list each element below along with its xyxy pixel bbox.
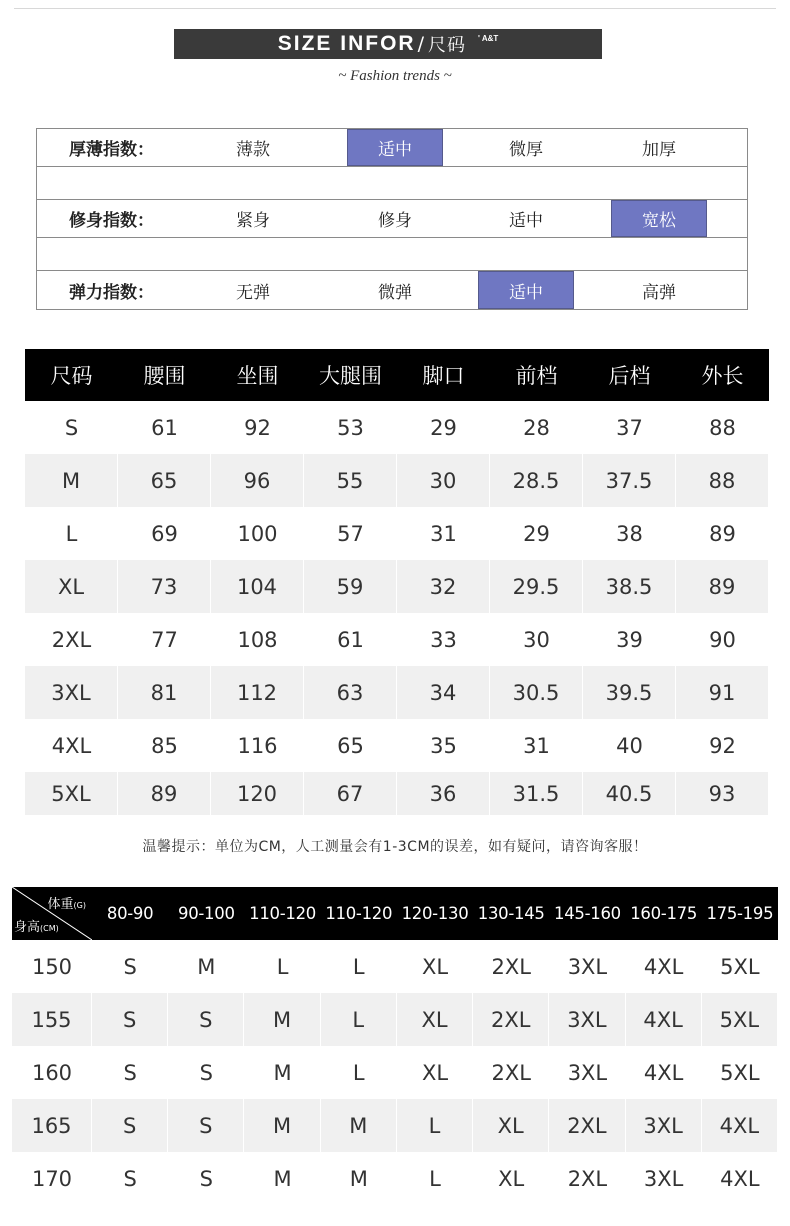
size-chart-row [25,666,769,719]
recommended-size-cell: 2XL [567,1166,608,1191]
size-chart-header-cell: 前档 [515,364,558,388]
size-chart-cell: 39.5 [583,666,676,719]
size-chart-cell: 31.5 [490,772,583,815]
height-unit: (CM) [40,924,59,933]
weight-range-header: 175-195 [706,904,774,923]
height-value: 150 [31,954,73,979]
size-chart-cell: 61 [337,627,364,652]
size-chart-cell: 4XL [51,733,92,758]
size-chart-cell: 90 [709,627,736,652]
size-chart-cell: 28 [523,415,550,440]
size-chart-cell: 35 [430,733,457,758]
size-chart-cell: 88 [709,415,736,440]
size-chart-cell: 30 [397,454,490,507]
size-chart-cell: 112 [211,666,304,719]
size-chart-cell: 30 [523,627,550,652]
size-chart-header-cell: 外长 [701,364,744,388]
size-chart-cell: 67 [304,772,397,815]
weight-range-header: 110-120 [325,904,393,923]
recommended-size-cell: S [123,1060,137,1085]
recommended-size-cell: XL [473,1099,549,1152]
size-chart-cell: 65 [118,454,211,507]
height-label: 身高 [14,920,41,935]
recommended-size-cell: S [123,1166,137,1191]
recommended-size-cell: XL [397,993,473,1046]
size-chart-row [25,613,769,666]
size-chart-cell: 61 [151,415,178,440]
banner-title: SIZE INFOR [277,32,416,55]
recommended-size-cell: 2XL [491,1060,531,1085]
recommended-size-cell: L [352,1060,365,1085]
recommended-size-cell: 5XL [720,954,760,979]
size-chart-table [25,349,769,815]
recommended-size-cell: L [276,954,289,979]
size-chart-cell: 59 [304,560,397,613]
recommended-size-cell: L [352,954,365,979]
size-chart-row [25,401,769,454]
size-chart-cell: 77 [151,627,178,652]
size-chart-cell: 31 [523,733,550,758]
recommended-size-cell: S [92,1099,168,1152]
recommended-size-cell: 4XL [643,1060,684,1085]
recommended-size-cell: 4XL [702,1099,778,1152]
index-option-selected: 适中 [478,271,574,309]
index-option: 无弹 [236,282,270,303]
size-chart-cell: 38 [616,521,643,546]
recommended-size-cell: L [429,1166,441,1191]
banner-title-cn: 尺码 [427,35,466,56]
size-chart-cell: 29 [523,521,550,546]
size-chart-cell: 29 [430,415,457,440]
size-chart-cell: 32 [397,560,490,613]
weight-label: 体重 [47,897,74,912]
size-chart-cell: 96 [211,454,304,507]
size-chart-cell: M [25,454,118,507]
size-chart-cell: 33 [430,627,457,652]
size-chart-cell: 85 [151,733,178,758]
size-chart-cell: 29.5 [490,560,583,613]
height-value: 160 [31,1060,73,1085]
weight-range-header: 80-90 [106,904,154,923]
height-weight-row [12,993,778,1046]
size-chart-cell: 93 [676,772,769,815]
recommended-size-cell: XL [421,954,449,979]
size-chart-row [25,507,769,560]
index-option: 薄款 [236,140,270,160]
height-axis-label [14,916,59,935]
size-chart-header-cell: 大腿围 [319,364,382,388]
height-weight-body [12,940,778,1205]
height-weight-header [12,887,778,940]
recommended-size-cell: 5XL [702,993,778,1046]
size-chart-cell: 116 [237,733,278,758]
index-spacer [37,166,747,200]
recommended-size-cell: L [397,1099,473,1152]
size-chart-cell: 69 [151,521,178,546]
title-banner [174,29,602,59]
index-option: 微弹 [378,282,412,303]
weight-range-header: 90-100 [178,904,235,923]
index-option: 修身 [378,211,412,231]
size-chart-cell: 65 [337,733,364,758]
size-chart-cell: XL [25,560,118,613]
height-weight-row [12,1152,778,1205]
size-chart-cell: 37 [616,415,643,440]
recommended-size-cell: XL [498,1166,525,1191]
recommended-size-cell: 3XL [626,1099,702,1152]
size-chart-row [25,560,769,613]
size-chart-cell: 100 [237,521,278,546]
size-chart-cell: L [65,521,78,546]
weight-range-header: 120-130 [401,904,469,923]
recommended-size-cell: M [349,1166,368,1191]
size-chart-cell: 92 [709,733,736,758]
size-chart-cell: 57 [337,521,364,546]
height-value: 155 [12,993,92,1046]
index-row-thickness [37,129,747,167]
size-chart-cell: 81 [118,666,211,719]
index-option: 微厚 [509,140,543,160]
size-chart-cell: 89 [676,560,769,613]
size-chart-header-cell: 腰围 [143,364,186,388]
index-row-elasticity [37,271,747,309]
weight-range-header: 110-120 [249,904,316,923]
fabric-index-table [36,128,748,310]
size-chart-row [25,772,769,815]
recommended-size-cell: XL [421,1060,449,1085]
recommended-size-cell: M [197,954,216,979]
index-option: 高弹 [642,282,676,303]
recommended-size-cell: S [123,954,137,979]
index-option: 紧身 [236,211,270,231]
recommended-size-cell: M [244,1099,320,1152]
index-option-selected: 适中 [347,129,443,166]
index-option-selected: 宽松 [611,200,707,237]
recommended-size-cell: S [92,993,168,1046]
recommended-size-cell: S [168,993,244,1046]
size-chart-cell: S [64,415,79,440]
height-value: 165 [12,1099,92,1152]
recommended-size-cell: 3XL [549,993,625,1046]
size-chart-cell: 88 [676,454,769,507]
size-chart-cell: 34 [397,666,490,719]
size-chart-body [25,401,769,815]
size-chart-cell: 53 [337,415,364,440]
size-chart-cell: 37.5 [583,454,676,507]
size-chart-cell: 55 [304,454,397,507]
recommended-size-cell: 2XL [549,1099,625,1152]
recommended-size-cell: M [244,993,320,1046]
index-label: 弹力指数： [69,282,154,303]
banner-separator: / [417,33,424,55]
size-chart-cell: 28.5 [490,454,583,507]
size-chart-cell: 40 [616,733,643,758]
recommended-size-cell: S [199,1060,213,1085]
size-chart-cell: 36 [397,772,490,815]
banner-brand-mark: ' A&T [477,33,499,43]
recommended-size-cell: S [199,1166,213,1191]
size-chart-cell: 120 [211,772,304,815]
size-chart-cell: 40.5 [583,772,676,815]
size-chart-cell: 5XL [25,772,118,815]
height-weight-corner [12,887,92,940]
weight-axis-label [48,893,86,912]
size-chart-cell: 91 [676,666,769,719]
index-option: 适中 [509,211,543,231]
size-chart-header-cell: 脚口 [422,364,465,388]
size-chart-cell: 104 [211,560,304,613]
size-chart-cell: 30.5 [490,666,583,719]
size-chart-header-cell: 后档 [608,364,651,388]
recommended-size-cell: 4XL [626,993,702,1046]
height-weight-row [12,1046,778,1099]
weight-range-header: 130-145 [477,904,545,923]
index-label: 厚薄指数： [69,140,154,160]
size-chart-cell: 63 [304,666,397,719]
recommended-size-cell: 3XL [567,954,608,979]
height-weight-row [12,940,778,993]
size-chart-cell: 108 [237,627,278,652]
top-divider [14,8,776,9]
recommended-size-cell: 2XL [473,993,549,1046]
recommended-size-cell: 5XL [720,1060,760,1085]
index-option: 加厚 [642,140,676,160]
recommended-size-cell: M [273,1166,292,1191]
size-chart-cell: 73 [118,560,211,613]
size-chart-cell: 38.5 [583,560,676,613]
size-chart-cell: 3XL [25,666,118,719]
size-chart-header [25,349,769,401]
size-chart-cell: 31 [430,521,457,546]
recommended-size-cell: L [321,993,397,1046]
recommended-size-cell: 4XL [643,954,684,979]
subtitle: ~ Fashion trends ~ [338,68,452,84]
size-chart-cell: 2XL [51,627,92,652]
size-chart-header-cell: 尺码 [50,364,93,388]
recommended-size-cell: 2XL [491,954,531,979]
size-chart-header-cell: 坐围 [236,364,279,388]
recommended-size-cell: M [321,1099,397,1152]
index-label: 修身指数： [69,211,154,231]
size-chart-row [25,719,769,772]
height-weight-row [12,1099,778,1152]
size-chart-cell: 89 [709,521,736,546]
recommended-size-cell: S [168,1099,244,1152]
size-chart-row [25,454,769,507]
weight-range-header: 145-160 [554,904,621,923]
size-chart-cell: 39 [616,627,643,652]
measurement-tip: 温馨提示：单位为CM，人工测量会有1-3CM的误差，如有疑问，请咨询客服！ [142,839,648,855]
recommended-size-cell: 3XL [567,1060,608,1085]
recommended-size-cell: 4XL [720,1166,760,1191]
recommended-size-cell: M [273,1060,292,1085]
weight-range-header: 160-175 [630,904,698,923]
index-spacer [37,237,747,271]
height-value: 170 [31,1166,73,1191]
recommended-size-cell: 3XL [643,1166,684,1191]
height-weight-table [12,887,778,1205]
size-chart-cell: 89 [118,772,211,815]
index-row-fit [37,200,747,238]
weight-unit: (G) [73,901,86,910]
size-chart-cell: 92 [244,415,271,440]
